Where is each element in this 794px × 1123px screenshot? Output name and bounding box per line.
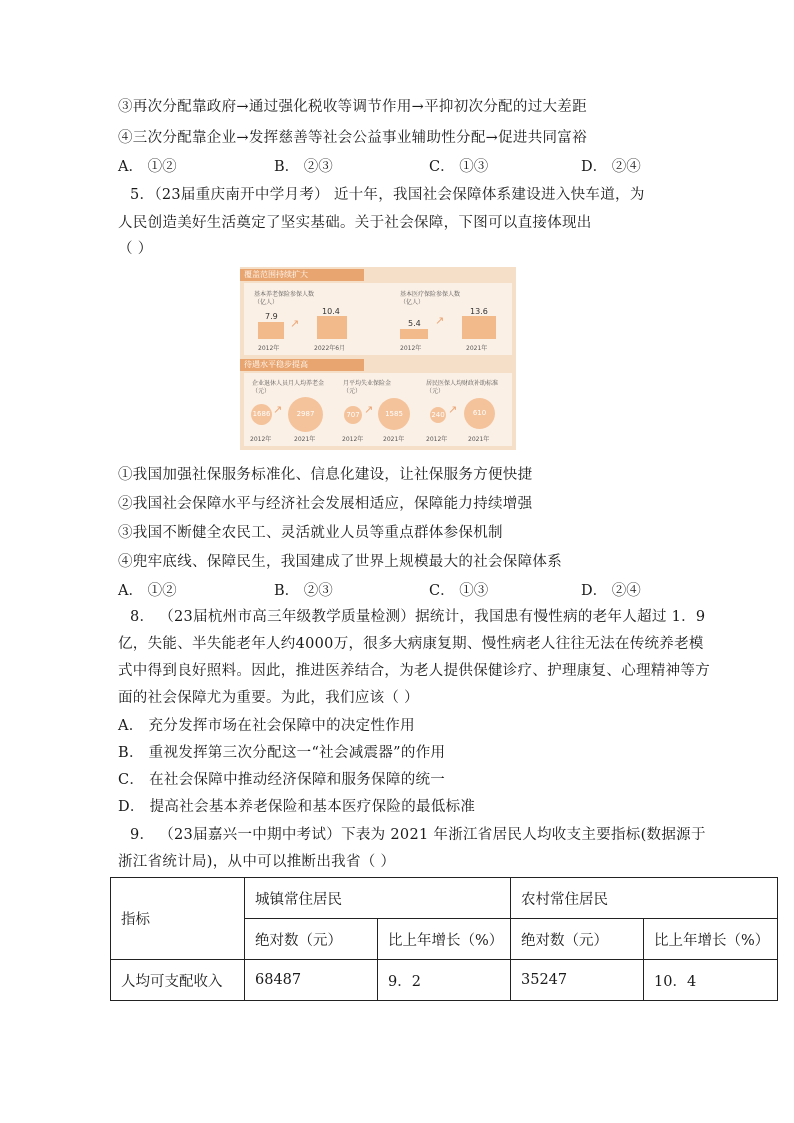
statement-3: ③再次分配靠政府→通过强化税收等调节作用→平抑初次分配的过大差距 (118, 99, 587, 115)
medical-bar-2012 (400, 329, 428, 339)
pension-year-2022: 2022年6月 (314, 345, 346, 352)
pension-year-2012: 2012年 (258, 345, 280, 352)
medical-value-2021: 13.6 (470, 307, 488, 316)
cell-rural-growth: 10．4 (644, 960, 778, 1001)
medical-year-2012: 2012年 (400, 345, 422, 352)
q9-stem-line2: 浙江省统计局)，从中可以推断出我省（ ） (118, 854, 396, 870)
medical-label: 基本医疗保险参保人数 (400, 291, 461, 298)
header-rural-abs: 绝对数（元） (511, 919, 644, 960)
header-indicator: 指标 (111, 878, 245, 960)
statement-4: ④三次分配靠企业→发挥慈善等社会公益事业辅助性分配→促进共同富裕 (118, 130, 587, 146)
q8-stem-line2: 亿，失能、半失能老年人约4000万，很多大病康复期、慢性病老人往往无法在传统养老模 (118, 636, 704, 652)
pension-label: 基本养老保险参保人数 (254, 291, 315, 298)
medical-bar-2021 (462, 316, 496, 339)
unemp-circle-2021: 1585 (378, 398, 410, 430)
option-c[interactable]: C． ①③ (429, 159, 489, 175)
header-urban-abs: 绝对数（元） (245, 919, 378, 960)
retire-label: 企业退休人员月人均养老金 (252, 380, 325, 387)
q5-statement-1: ①我国加强社保服务标准化、信息化建设，让社保服务方便快捷 (118, 467, 533, 483)
medical-year-2021: 2021年 (466, 345, 488, 352)
unemp-year-2021: 2021年 (383, 436, 405, 443)
q8-option-d[interactable]: D． 提高社会基本养老保险和基本医疗保险的最低标准 (118, 799, 476, 815)
retire-circle-2021: 2987 (288, 397, 323, 432)
subsidy-circle-2012: 240 (430, 407, 446, 423)
retire-year-2021: 2021年 (294, 436, 316, 443)
q5-answer-blank: （ ） (118, 241, 153, 257)
retire-year-2012: 2012年 (250, 436, 272, 443)
option-a[interactable]: A． ①② (118, 583, 177, 599)
unemp-label: 月平均失业保险金 (343, 380, 392, 387)
subsidy-year-2012: 2012年 (426, 436, 448, 443)
subsidy-circle-2021: 610 (464, 398, 495, 429)
pension-bar-2012 (258, 322, 284, 339)
growth-arrow-icon: ↗ (273, 403, 283, 416)
section-benefits-header: 待遇水平稳步提高 (240, 359, 364, 371)
unemp-year-2012: 2012年 (342, 436, 364, 443)
q8-option-c[interactable]: C． 在社会保障中推动经济保障和服务保障的统一 (118, 772, 446, 788)
q8-option-a[interactable]: A． 充分发挥市场在社会保障中的决定性作用 (118, 718, 415, 734)
pension-value-2012: 7.9 (265, 312, 278, 321)
social-security-infographic (240, 267, 516, 450)
subsidy-unit: （元） (426, 388, 445, 395)
q8-stem-line3: 式中得到良好照料。因此，推进医养结合，为老人提供保健诊疗、护理康复、心理精神等方 (118, 663, 710, 679)
subsidy-label: 居民医保人均财政补助标准 (426, 380, 499, 387)
cell-rural-abs: 35247 (511, 960, 644, 1001)
medical-unit: （亿人） (400, 299, 425, 306)
header-urban-growth: 比上年增长（%） (378, 919, 511, 960)
medical-value-2012: 5.4 (408, 319, 421, 328)
header-urban: 城镇常住居民 (245, 878, 511, 919)
pension-value-2022: 10.4 (322, 307, 340, 316)
unemp-circle-2012: 707 (344, 406, 362, 424)
row-label: 人均可支配收入 (111, 960, 245, 1001)
retire-circle-2012: 1686 (251, 404, 272, 425)
growth-arrow-icon: ↗ (435, 314, 445, 327)
q8-option-b[interactable]: B． 重视发挥第三次分配这一“社会减震器”的作用 (118, 745, 446, 761)
q9-stem-line1: 9． （23届嘉兴一中期中考试）下表为 2021 年浙江省居民人均收支主要指标(数据源于 (130, 827, 706, 843)
q8-stem-line4: 面的社会保障尤为重要。为此，我们应该（ ） (118, 690, 419, 706)
header-rural: 农村常住居民 (511, 878, 778, 919)
option-b[interactable]: B． ②③ (274, 159, 333, 175)
q5-statement-3: ③我国不断健全农民工、灵活就业人员等重点群体参保机制 (118, 525, 503, 541)
income-table (110, 877, 778, 1001)
section-coverage-header: 覆盖范围持续扩大 (240, 269, 364, 281)
option-a[interactable]: A． ①② (118, 159, 177, 175)
cell-urban-abs: 68487 (245, 960, 378, 1001)
option-d[interactable]: D． ②④ (581, 583, 641, 599)
growth-arrow-icon: ↗ (290, 317, 300, 330)
pension-unit: （亿人） (254, 299, 279, 306)
q8-stem-line1: 8． （23届杭州市高三年级教学质量检测）据统计，我国患有慢性病的老年人超过 1．9 (130, 609, 706, 625)
option-c[interactable]: C． ①③ (429, 583, 489, 599)
q5-stem-line2: 人民创造美好生活奠定了坚实基础。关于社会保障，下图可以直接体现出 (118, 215, 592, 231)
growth-arrow-icon: ↗ (448, 403, 458, 416)
retire-unit: （元） (252, 388, 271, 395)
cell-urban-growth: 9．2 (378, 960, 511, 1001)
unemp-unit: （元） (343, 388, 362, 395)
growth-arrow-icon: ↗ (364, 403, 374, 416)
pension-bar-2022 (317, 316, 347, 339)
header-rural-growth: 比上年增长（%） (644, 919, 778, 960)
option-d[interactable]: D． ②④ (581, 159, 641, 175)
option-b[interactable]: B． ②③ (274, 583, 333, 599)
q5-statement-2: ②我国社会保障水平与经济社会发展相适应，保障能力持续增强 (118, 496, 533, 512)
q5-stem-line1: 5．（23届重庆南开中学月考） 近十年，我国社会保障体系建设进入快车道，为 (130, 187, 645, 203)
q5-statement-4: ④兜牢底线、保障民生，我国建成了世界上规模最大的社会保障体系 (118, 554, 562, 570)
subsidy-year-2021: 2021年 (468, 436, 490, 443)
